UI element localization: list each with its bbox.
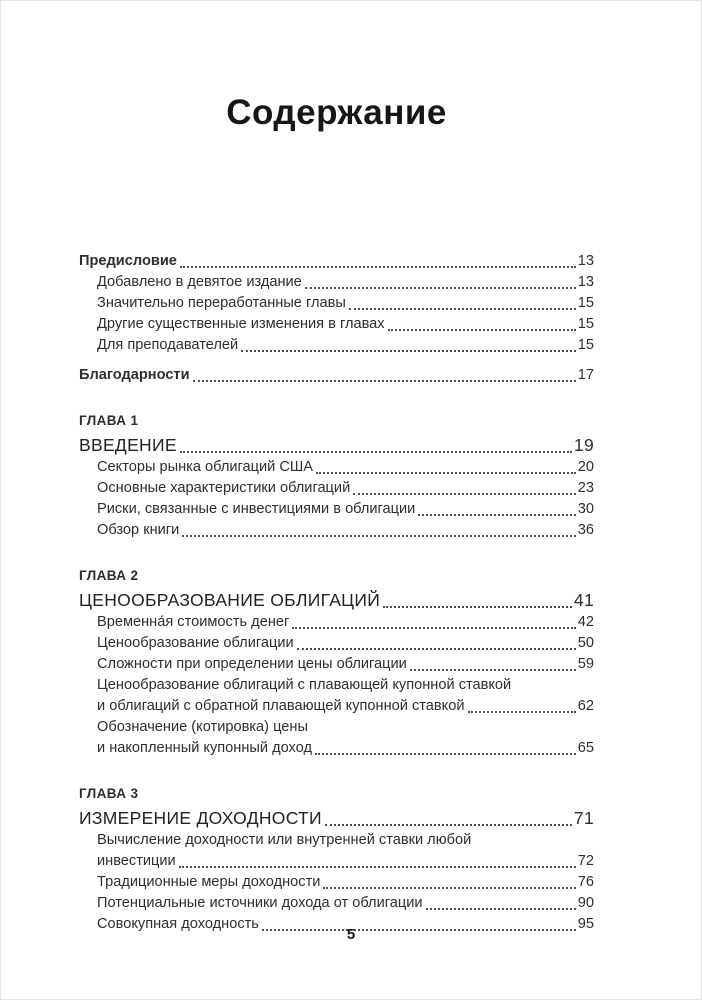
entry-text: Традиционные меры доходности (97, 874, 321, 890)
dot-leader (316, 472, 576, 474)
entry-page-number: 13 (577, 253, 594, 269)
toc-entry (79, 806, 594, 830)
entry-page-number: 15 (577, 337, 594, 353)
toc-entry-line (79, 365, 594, 386)
entry-text: Добавлено в девятое издание (97, 274, 302, 290)
entry-text: Предисловие (79, 253, 177, 269)
entry-page-number: 23 (577, 480, 594, 496)
toc-entry (79, 433, 594, 457)
toc-entry (79, 272, 594, 293)
dot-leader (410, 669, 576, 671)
entry-text: Ценообразование облигации (97, 635, 294, 651)
entry-page-number: 50 (577, 635, 594, 651)
dot-leader (468, 711, 576, 713)
entry-text: инвестиции (97, 853, 176, 869)
entry-text: ИЗМЕРЕНИЕ ДОХОДНОСТИ (79, 808, 322, 828)
entry-page-number: 71 (573, 808, 594, 828)
entry-page-number: 30 (577, 501, 594, 517)
entry-text: Основные характеристики облигаций (97, 480, 351, 496)
dot-leader (383, 606, 572, 608)
toc-entry (79, 612, 594, 633)
dot-leader (349, 308, 576, 310)
entry-page-number: 19 (573, 435, 594, 455)
entry-text: Обзор книги (97, 522, 180, 538)
toc-entry-line (97, 499, 594, 520)
toc-entry (79, 499, 594, 520)
toc-entry (79, 365, 594, 386)
folio-page-number: 5 (346, 926, 356, 943)
entry-page-number: 42 (577, 614, 594, 630)
entry-text: ГЛАВА 2 (79, 568, 139, 583)
dot-leader (388, 329, 576, 331)
entry-page-number: 90 (577, 895, 594, 911)
toc-entry-line (97, 851, 594, 872)
dot-leader (418, 514, 575, 516)
entry-text: ГЛАВА 1 (79, 413, 139, 428)
entry-text: Секторы рынка облигаций США (97, 459, 314, 475)
entry-page-number: 65 (577, 740, 594, 756)
toc-entry (79, 830, 594, 872)
toc-entry (79, 314, 594, 335)
entry-text: Ценообразование облигаций с плавающей купонной ставкой (97, 677, 512, 693)
toc-entry-line (97, 478, 594, 499)
entry-text: Вычисление доходности или внутренней ставки любой (97, 832, 472, 848)
entry-text: Риски, связанные с инвестициями в облигации (97, 501, 416, 517)
toc-entry (79, 633, 594, 654)
entry-page-number: 17 (577, 367, 594, 383)
dot-leader (315, 753, 576, 755)
toc-entry-line (97, 893, 594, 914)
toc-entry-line (79, 806, 594, 830)
entry-page-number: 62 (577, 698, 594, 714)
toc-entry (79, 717, 594, 759)
entry-text: Благодарности (79, 367, 190, 383)
entry-text: Значительно переработанные главы (97, 295, 346, 311)
entry-page-number: 76 (577, 874, 594, 890)
dot-leader (180, 451, 572, 453)
entry-page-number: 15 (577, 295, 594, 311)
entry-text: и накопленный купонный доход (97, 740, 312, 756)
toc-entry-line (97, 717, 594, 738)
toc-entry-line (97, 675, 594, 696)
entry-page-number: 72 (577, 853, 594, 869)
toc-entry-line (97, 520, 594, 541)
dot-leader (241, 350, 576, 352)
toc-entry (79, 588, 594, 612)
toc-entry (79, 872, 594, 893)
dot-leader (182, 535, 575, 537)
dot-leader (180, 266, 576, 268)
entry-text: Другие существенные изменения в главах (97, 316, 385, 332)
table-of-contents (79, 251, 594, 935)
chapter-label (79, 410, 594, 431)
toc-entry-line (97, 738, 594, 759)
entry-text: и облигаций с обратной плавающей купонной ставкой (97, 698, 465, 714)
toc-entry-line (79, 588, 594, 612)
toc-entry (79, 293, 594, 314)
chapter-label (79, 565, 594, 586)
toc-entry (79, 478, 594, 499)
entry-text: ЦЕНООБРАЗОВАНИЕ ОБЛИГАЦИЙ (79, 590, 381, 610)
entry-page-number: 15 (577, 316, 594, 332)
toc-entry-line (97, 633, 594, 654)
toc-entry (79, 893, 594, 914)
entry-page-number: 41 (573, 590, 594, 610)
dot-leader (353, 493, 576, 495)
toc-entry-line (79, 251, 594, 272)
entry-page-number: 20 (577, 459, 594, 475)
toc-entry-line (97, 335, 594, 356)
toc-entry (79, 520, 594, 541)
entry-text: ВВЕДЕНИЕ (79, 435, 177, 455)
chapter-label (79, 783, 594, 804)
toc-entry-line (97, 830, 594, 851)
toc-entry-line (97, 272, 594, 293)
toc-entry-line (97, 654, 594, 675)
toc-entry-line (97, 872, 594, 893)
dot-leader (193, 380, 576, 382)
toc-entry (79, 335, 594, 356)
dot-leader (305, 287, 576, 289)
toc-entry-line (79, 783, 594, 804)
toc-entry-line (79, 433, 594, 457)
entry-text: Обозначение (котировка) цены (97, 719, 308, 735)
entry-text: ГЛАВА 3 (79, 786, 139, 801)
toc-entry-line (97, 457, 594, 478)
toc-entry-line (97, 314, 594, 335)
entry-page-number: 13 (577, 274, 594, 290)
dot-leader (323, 887, 575, 889)
toc-entry (79, 457, 594, 478)
dot-leader (292, 627, 575, 629)
page-title: Содержание (226, 93, 447, 132)
entry-page-number: 59 (577, 656, 594, 672)
dot-leader (297, 648, 576, 650)
toc-entry-line (97, 293, 594, 314)
entry-text: Временна́я стоимость денег (97, 614, 290, 630)
toc-entry-line (97, 612, 594, 633)
entry-text: Для преподавателей (97, 337, 239, 353)
toc-entry-line (79, 410, 594, 431)
entry-page-number: 95 (577, 916, 594, 932)
entry-text: Потенциальные источники дохода от облигации (97, 895, 423, 911)
dot-leader (325, 824, 572, 826)
entry-text: Совокупная доходность (97, 916, 259, 932)
toc-entry-line (97, 696, 594, 717)
dot-leader (179, 866, 576, 868)
dot-leader (426, 908, 576, 910)
entry-text: Сложности при определении цены облигации (97, 656, 407, 672)
entry-page-number: 36 (577, 522, 594, 538)
toc-entry (79, 251, 594, 272)
toc-entry (79, 675, 594, 717)
toc-entry-line (79, 565, 594, 586)
toc-entry (79, 654, 594, 675)
